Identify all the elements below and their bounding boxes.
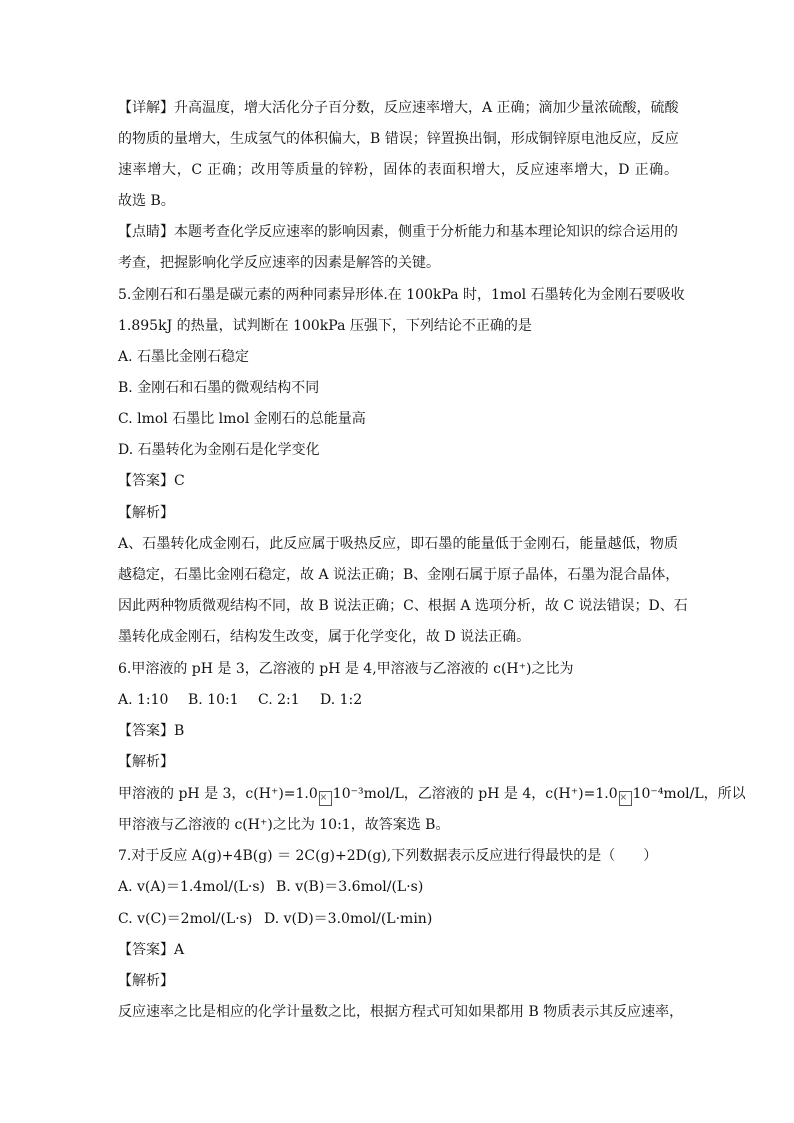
question-7-analysis-label: 【解析】	[118, 973, 174, 989]
question-6-analysis-label: 【解析】	[118, 754, 174, 770]
question-6-option-d: D. 1:2	[320, 692, 363, 708]
question-5-answer: 【答案】C	[118, 473, 185, 489]
question-6-analysis-line-2: 甲溶液与乙溶液的 c(H⁺)之比为 10:1，故答案选 B。	[118, 817, 450, 833]
explanation-line-3: 速率增大，C 正确；改用等质量的锌粉，固体的表面积增大，反应速率增大，D 正确。	[118, 162, 678, 178]
question-5-analysis-line-2: 越稳定，石墨比金刚石稳定，故 A 说法正确；B、金刚石属于原子晶体，石墨为混合晶体，	[118, 567, 680, 583]
question-7-options-cd	[118, 909, 678, 929]
question-5-option-c: C. lmol 石墨比 lmol 金刚石的总能量高	[118, 411, 366, 427]
question-5-analysis-label: 【解析】	[118, 505, 174, 521]
explanation-line-1: 【详解】升高温度，增大活化分子百分数，反应速率增大，A 正确；滴加少量浓硫酸，硫酸	[118, 100, 679, 116]
times-placeholder-icon: ×	[619, 791, 632, 806]
question-7-option-a: A. v(A)＝1.4mol/(L·s)	[118, 879, 265, 895]
question-6-option-b: B. 10:1	[188, 692, 239, 708]
question-5-line-2: 1.895kJ 的热量，试判断在 100kPa 压强下，下列结论不正确的是	[118, 318, 532, 334]
question-6-answer: 【答案】B	[118, 723, 185, 739]
question-6-option-c: C. 2:1	[258, 692, 300, 708]
question-5-analysis-line-4: 墨转化成金刚石，结构发生改变，属于化学变化，故 D 说法正确。	[118, 629, 531, 645]
question-5-analysis-line-3: 因此两种物质微观结构不同，故 B 说法正确；C、根据 A 选项分析，故 C 说法错误；D、石	[118, 598, 688, 614]
question-7-answer: 【答案】A	[118, 942, 185, 958]
question-7-option-b: B. v(B)＝3.6mol/(L·s)	[276, 879, 424, 895]
question-5-line-1: 5.金刚石和石墨是碳元素的两种同素异形体.在 100kPa 时，1mol 石墨转化为金刚石要吸收	[118, 287, 685, 303]
question-6-line: 6.甲溶液的 pH 是 3，乙溶液的 pH 是 4,甲溶液与乙溶液的 c(H⁺)之比为	[118, 661, 574, 677]
question-7-line: 7.对于反应 A(g)+4B(g) ＝ 2C(g)+2D(g),下列数据表示反应进行得最快的是（ ）	[118, 848, 658, 864]
question-7-options-ab	[118, 877, 678, 897]
question-5-option-a: A. 石墨比金刚石稳定	[118, 349, 250, 365]
question-6-analysis-line-1: 甲溶液的 pH 是 3，c(H⁺)=1.0 × 10⁻³mol/L，乙溶液的 pH 是 4，c(H⁺)=1.0 × 10⁻⁴mol/L，所以	[118, 784, 678, 804]
question-5-option-d: D. 石墨转化为金刚石是化学变化	[118, 442, 320, 458]
tip-line-1: 【点睛】本题考查化学反应速率的影响因素，侧重于分析能力和基本理论知识的综合运用的	[118, 224, 678, 240]
question-7-option-c: C. v(C)＝2mol/(L·s)	[118, 911, 253, 927]
times-placeholder-icon: ×	[319, 791, 332, 806]
conclusion-line: 故选 B。	[118, 193, 175, 209]
question-5-option-b: B. 金刚石和石墨的微观结构不同	[118, 380, 320, 396]
explanation-line-2: 的物质的量增大，生成氢气的体积偏大，B 错误；锌置换出铜，形成铜锌原电池反应，反应	[118, 131, 679, 147]
tip-line-2: 考查，把握影响化学反应速率的因素是解答的关键。	[118, 255, 440, 271]
question-7-analysis-line-1: 反应速率之比是相应的化学计量数之比，根据方程式可知如果都用 B 物质表示其反应速率，	[118, 1004, 684, 1020]
question-6-option-a: A. 1:10	[118, 692, 169, 708]
question-5-analysis-line-1: A、石墨转化成金刚石，此反应属于吸热反应，即石墨的能量低于金刚石，能量越低，物质	[118, 536, 678, 552]
question-7-option-d: D. v(D)＝3.0mol/(L·min)	[264, 911, 433, 927]
question-6-options	[118, 690, 678, 710]
